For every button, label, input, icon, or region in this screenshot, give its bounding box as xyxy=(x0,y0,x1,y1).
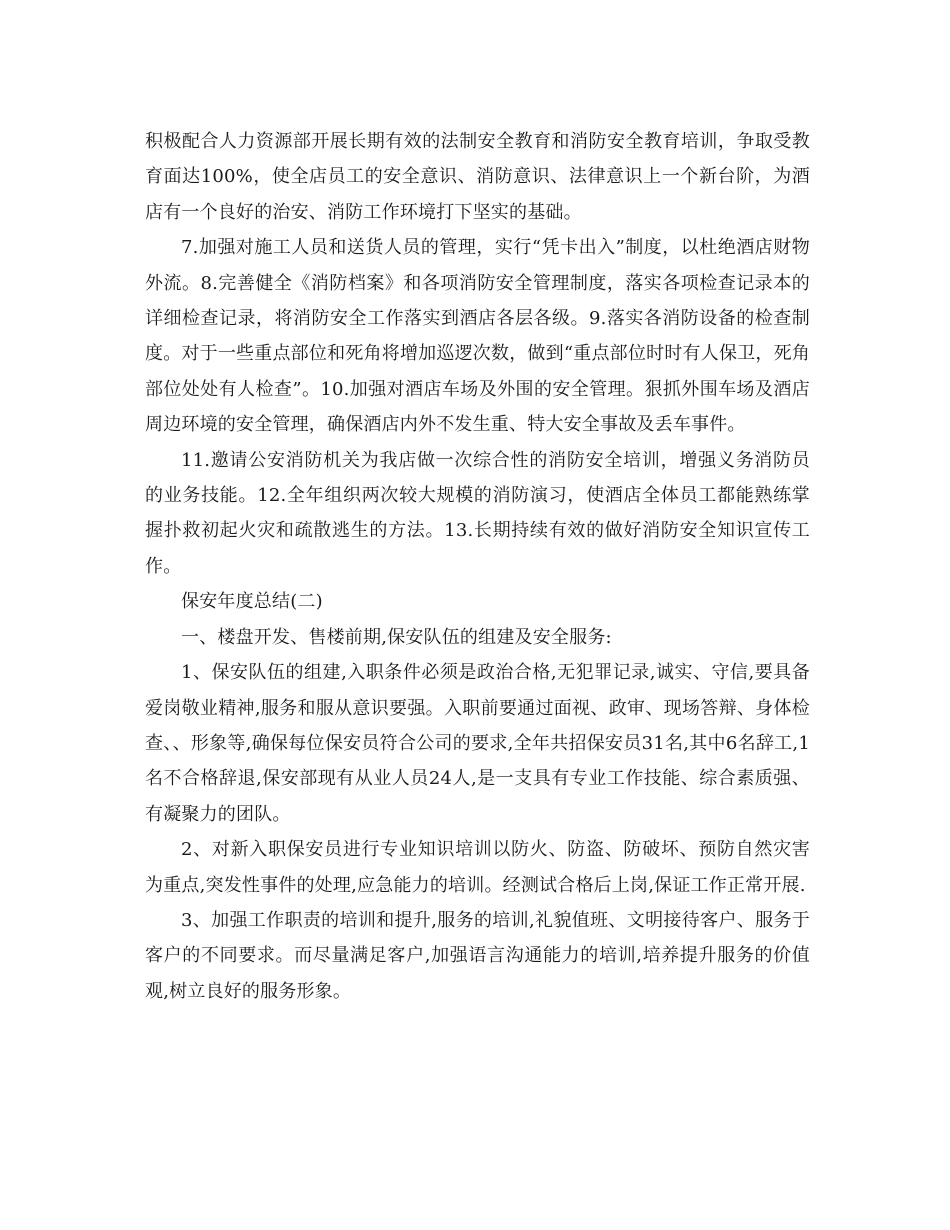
paragraph-1: 积极配合人力资源部开展长期有效的法制安全教育和消防安全教育培训，争取受教育面达100%，使全店员工的安全意识、消防意识、法律意识上一个新台阶，为酒店有一个良好的治安、消防工作环境打下坚实的基础。 xyxy=(145,131,810,223)
paragraph-7: 2、对新入职保安员进行专业知识培训以防火、防盗、防破坏、预防自然灾害为重点,突发性事件的处理,应急能力的培训。经测试合格后上岗,保证工作正常开展. xyxy=(145,839,810,896)
paragraph-6: 1、保安队伍的组建,入职条件必须是政治合格,无犯罪记录,诚实、守信,要具备爱岗敬业精神,服务和服从意识要强。入职前要通过面视、政审、现场答辩、身体检查、、形象等,确保每位保安员符合公司的要求,全年共招保安员31名,其中6名辞工,1名不合格辞退,保安部现有从业人员24人,是一支具有专业工作技能、综合素质强、有凝聚力的团队。 xyxy=(145,662,810,825)
section-title: 保安年度总结(二) xyxy=(181,591,323,613)
paragraph-2: 7.加强对施工人员和送货人员的管理，实行“凭卡出入”制度，以杜绝酒店财物外流。8.完善健全《消防档案》和各项消防安全管理制度，落实各项检查记录本的详细检查记录，将消防安全工作落实到酒店各层各级。9.落实各消防设备的检查制度。对于一些重点部位和死角将增加巡逻次数，做到“重点部位时时有人保卫，死角部位处处有人检查”。10.加强对酒店车场及外围的安全管理。狠抓外围车场及酒店周边环境的安全管理，确保酒店内外不发生重、特大安全事故及丢车事件。 xyxy=(145,237,810,436)
section-heading-1: 一、楼盘开发、售楼前期,保安队伍的组建及安全服务: xyxy=(181,626,612,648)
paragraph-8: 3、加强工作职责的培训和提升,服务的培训,礼貌值班、文明接待客户、服务于客户的不同要求。而尽量满足客户,加强语言沟通能力的培训,培养提升服务的价值观,树立良好的服务形象。 xyxy=(145,909,810,1002)
document-body xyxy=(145,124,810,1009)
paragraph-3: 11.邀请公安消防机关为我店做一次综合性的消防安全培训，增强义务消防员的业务技能。12.全年组织两次较大规模的消防演习，使酒店全体员工都能熟练掌握扑救初起火灾和疏散逃生的方法。13.长期持续有效的做好消防安全知识宣传工作。 xyxy=(145,449,810,577)
